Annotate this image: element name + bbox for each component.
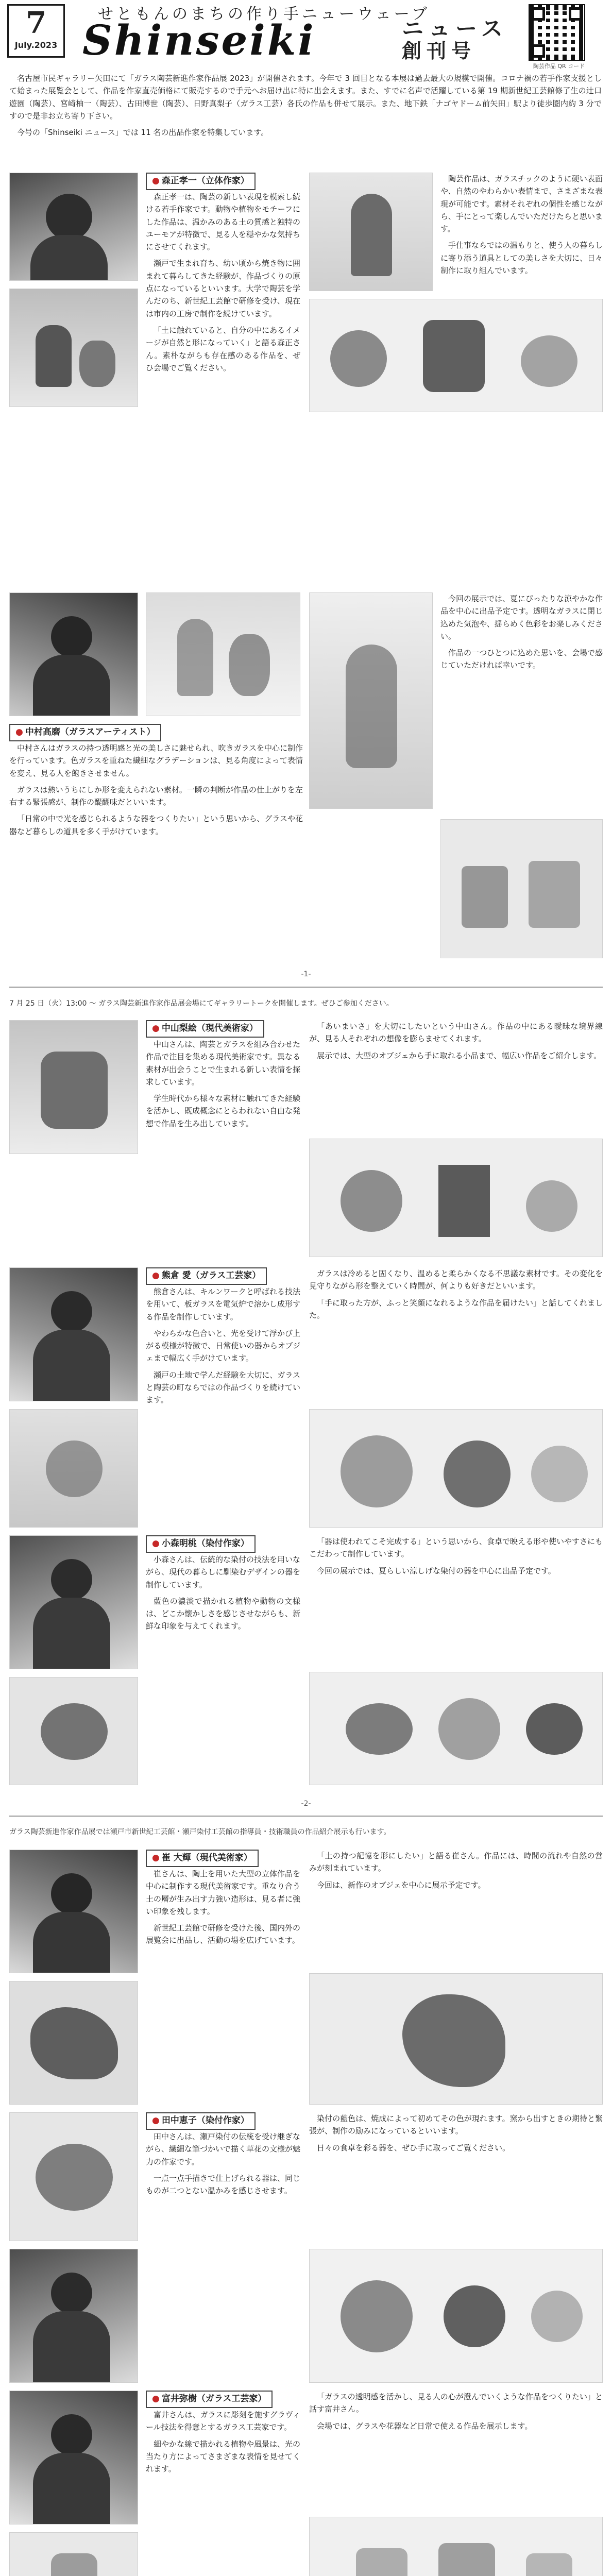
artwork-photo-vase	[309, 592, 433, 809]
artwork-photo-bowls	[309, 1672, 603, 1785]
qr-code-icon	[529, 4, 585, 61]
artist-name-tanaka: ● 田中恵子（染付作家）	[146, 2112, 256, 2130]
artist-name-mori: ● 森正孝一（立体作家）	[146, 173, 256, 190]
artist-bio-tanaka: 田中さんは、瀬戸染付の伝統を受け継ぎながら、繊細な筆づかいで描く草花の文様が魅力の作家です。 一点一点手描きで仕上げられる器は、同じものが二つとない温かみを感じさせます。	[146, 2132, 300, 2196]
artist-bio-komori: 小森さんは、伝統的な染付の技法を用いながら、現代の暮らしに馴染むデザインの器を制作しています。 藍色の濃淡で描かれる植物や動物の文様は、どこか懐かしさを感じさせながらも、新鮮な印象を与えてくれます。	[146, 1555, 300, 1631]
artist-bio-tomii: 富井さんは、ガラスに彫刻を施すグラヴィール技法を得意とするガラス工芸家です。 細やかな線で描かれる植物や風景は、光の当たり方によってさまざまな表情を見せてくれます。	[146, 2410, 300, 2474]
page-number: -1-	[301, 970, 311, 978]
artwork-photo-tomii	[9, 2532, 138, 2576]
artist-photo-mori	[9, 173, 138, 281]
shinseiki-logo: Shinseiki	[82, 16, 316, 64]
artist-bio-nakamura: 中村さんはガラスの持つ透明感と光の美しさに魅せられ、吹きガラスを中心に制作を行っています。色ガラスを重ねた繊細なグラデーションは、見る角度によって表情を変え、見る人を飽きさせません。 ガラスは熱いうちにしか形を変えられない素材。一瞬の判断が作品の仕上がりを左右する緊張感が、制作の醍醐味だといいます。 「日常の中で光を感じられるような器をつくりたい」という思いから、グラスや花器など暮らしの道具を多く手がけています。	[9, 743, 303, 836]
artist-photo-nakamura	[9, 592, 138, 716]
tagline: せともんのまちの作り手ニューウェーブ	[98, 5, 431, 23]
intro-text	[9, 72, 602, 167]
artwork-photo-objects	[309, 1139, 603, 1257]
page-divider	[9, 987, 603, 988]
artist-name-kumakura: ● 熊倉 愛（ガラス工芸家）	[146, 1267, 267, 1285]
artist-text-tomii: 「ガラスの透明感を活かし、見る人の心が澄んでいくような作品をつくりたい」と話す富井さん。 会場では、グラスや花器など日常で使える作品を展示します。	[309, 2392, 603, 2431]
artist-text-kumakura: ガラスは冷めると固くなり、温めると柔らかくなる不思議な素材です。その変化を見守りながら形を整えていく時間が、何よりも好きだといいます。 「手に取った方が、ふっと笑顔になれるような作品を届けたい」と話してくれました。	[309, 1269, 603, 1320]
newsletter-page-2	[0, 994, 612, 1819]
intro-paragraph: 今号の「Shinseiki ニュース」では 11 名の出品作家を特集しています。	[17, 128, 269, 138]
artwork-photo-cups	[440, 819, 603, 958]
glass-work-text: 今回の展示では、夏にぴったりな涼やかな作品を中心に出品予定です。透明なガラスに閉じ込めた気泡や、揺らめく色彩をお楽しみください。 作品の一つひとつに込めた思いを、会場で感じていただければ幸いです。	[440, 594, 603, 670]
artwork-photo-sometsuke	[309, 2249, 603, 2383]
artist-text-sai: 「土の持つ記憶を形にしたい」と語る崔さん。作品には、時間の流れや自然の営みが刻まれています。 今回は、新作のオブジェを中心に展示予定です。	[309, 1851, 603, 1890]
issue-date: July.2023	[14, 40, 58, 50]
artwork-photo-nakayama	[9, 1020, 138, 1154]
artist-photo-tomii	[9, 2391, 138, 2524]
artist-text-komori: 「器は使われてこそ完成する」という思いから、食卓で映える形や使いやすさにもこだわって制作しています。 今回の展示では、夏らしい涼しげな染付の器を中心に出品予定です。	[309, 1537, 603, 1575]
page-divider	[9, 1816, 603, 1817]
artist-name-komori: ● 小森明桃（染付作家）	[146, 1535, 256, 1553]
artwork-photo-plates	[309, 1409, 603, 1528]
issue-number: 7	[25, 5, 47, 40]
intro-paragraph: 名古屋市民ギャラリー矢田にて「ガラス陶芸新進作家作品展 2023」が開催されます。今年で 3 回目となる本展は過去最大の規模で開催。コロナ禍の若手作家支援として始まった展覧会として、作品を作家直売価格にて販売するので手元へお届け出に特に出会えます。また、すでに名声で活躍している第 19 期新世紀工芸館修了生の辻口遊園（陶芸）、宮崎柚一（陶芸）、古田博世（陶芸）、日野真梨子（ガラス工芸）各氏の作品も併せて展示。また、地下鉄「ナゴヤドーム前矢田」駅より徒歩圏内約 3 分ですので是非お立ち寄り下さい。	[9, 74, 602, 121]
artist-bio-sai: 崔さんは、陶土を用いた大型の立体作品を中心に制作する現代美術家です。重なり合う土の層が生み出す力強い造形は、見る者に強い印象を残します。 新世紀工芸館で研修を受けた後、国内外の展覧会に出品し、活動の場を広げています。	[146, 1869, 300, 1945]
artwork-photo-mori	[9, 289, 138, 407]
artwork-photo-figure	[309, 173, 433, 291]
artist-name-sai: ● 崔 大輝（現代美術家）	[146, 1850, 259, 1867]
masthead	[0, 0, 612, 70]
issue-box	[7, 4, 65, 58]
newsletter-page-1	[0, 0, 612, 989]
artwork-photo-komori	[9, 1677, 138, 1785]
section-header: ガラス陶芸新進作家作品展では瀬戸市新世紀工芸館・瀬戸染付工芸館の指導員・技術職員の作品紹介展示も行います。	[9, 1828, 391, 1836]
artwork-photo-kumakura	[9, 1409, 138, 1528]
qr-label: 陶芸作品 QR コード	[533, 63, 585, 70]
artist-bio-kumakura: 熊倉さんは、キルンワークと呼ばれる技法を用いて、板ガラスを電気炉で溶かし成形する作品を制作しています。 やわらかな色合いと、光を受けて浮かび上がる模様が特徴で、日常使いの器からオブジェまで幅広く手がけています。 瀬戸の土地で学んだ経験を大切に、ガラスと陶芸の町ならではの作品づくりを続けています。	[146, 1287, 300, 1405]
artist-bio-mori: 森正孝一は、陶芸の新しい表現を模索し続ける若手作家です。動物や植物をモチーフにした作品は、温かみのある土の質感と独特のユーモアが特徴で、見る人を穏やかな気持ちにさせてくれます。 瀬戸で生まれ育ち、幼い頃から焼き物に囲まれて暮らしてきた経験が、作品づくりの原点になっているといいます。大学で陶芸を学んだのち、新世紀工芸館で研修を受け、現在は市内の工房で制作を続けています。 「土に触れていると、自分の中にあるイメージが自然と形になっていく」と語る森正さん。素朴ながらも存在感のある作品を、ぜひ会場でご覧ください。	[146, 192, 300, 372]
newsletter-page-3	[0, 1824, 612, 2576]
news-label: ニュース	[402, 16, 508, 41]
artwork-photo-tanaka	[9, 2112, 138, 2241]
artist-photo-sai	[9, 1850, 138, 1973]
artwork-photo-glass	[146, 592, 300, 716]
artist-name-tomii: ● 富井弥樹（ガラス工芸家）	[146, 2391, 273, 2408]
artist-name-nakayama: ● 中山梨絵（現代美術家）	[146, 1020, 264, 1038]
artist-text-nakayama: 「あいまいさ」を大切にしたいという中山さん。作品の中にある曖昧な境界線が、見る人それぞれの想像を膨らませてくれます。 展示では、大型のオブジェから手に取れる小品まで、幅広い作品をご紹介します。	[309, 1022, 603, 1060]
artist-name-nakamura: ● 中村高磨（ガラスアーティスト）	[9, 724, 161, 741]
artist-bio-nakayama: 中山さんは、陶芸とガラスを組み合わせた作品で注目を集める現代美術家です。異なる素材が出会うことで生まれる新しい表情を探求しています。 学生時代から様々な素材に触れてきた経験を活かし、既成概念にとらわれない自由な発想で作品を生み出しています。	[146, 1040, 300, 1128]
artist-photo-kumakura	[9, 1267, 138, 1401]
section-header: 7 月 25 日（火）13:00 〜 ガラス陶芸新進作家作品展会場にてギャラリートークを開催します。ぜひご参加ください。	[9, 999, 394, 1008]
artwork-photo-sai	[9, 1981, 138, 2105]
artist-photo-komori	[9, 1535, 138, 1669]
artist-photo-tanaka	[9, 2249, 138, 2383]
artist-text-tanaka: 染付の藍色は、焼成によって初めてその色が現れます。窯から出すときの期待と緊張が、制作の励みになっているといいます。 日々の食卓を彩る器を、ぜひ手に取ってご覧ください。	[309, 2114, 603, 2153]
artwork-photo-sculpture	[309, 1973, 603, 2105]
artwork-photo-row	[309, 299, 603, 412]
edition-label: 創刊号	[402, 40, 477, 62]
page-number: -2-	[301, 1800, 311, 1808]
pottery-text: 陶芸作品は、ガラスチックのように硬い表面や、自然のやわらかい表情まで、さまざまな表現が可能です。素材それぞれの個性を感じながら、手にとって楽しんでいただけたらと思います。 手仕事ならではの温もりと、使う人の暮らしに寄り添う道具としての美しさを大切に、日々制作に取り組んでいます。	[440, 174, 603, 276]
artwork-photo-engraved	[309, 2517, 603, 2576]
